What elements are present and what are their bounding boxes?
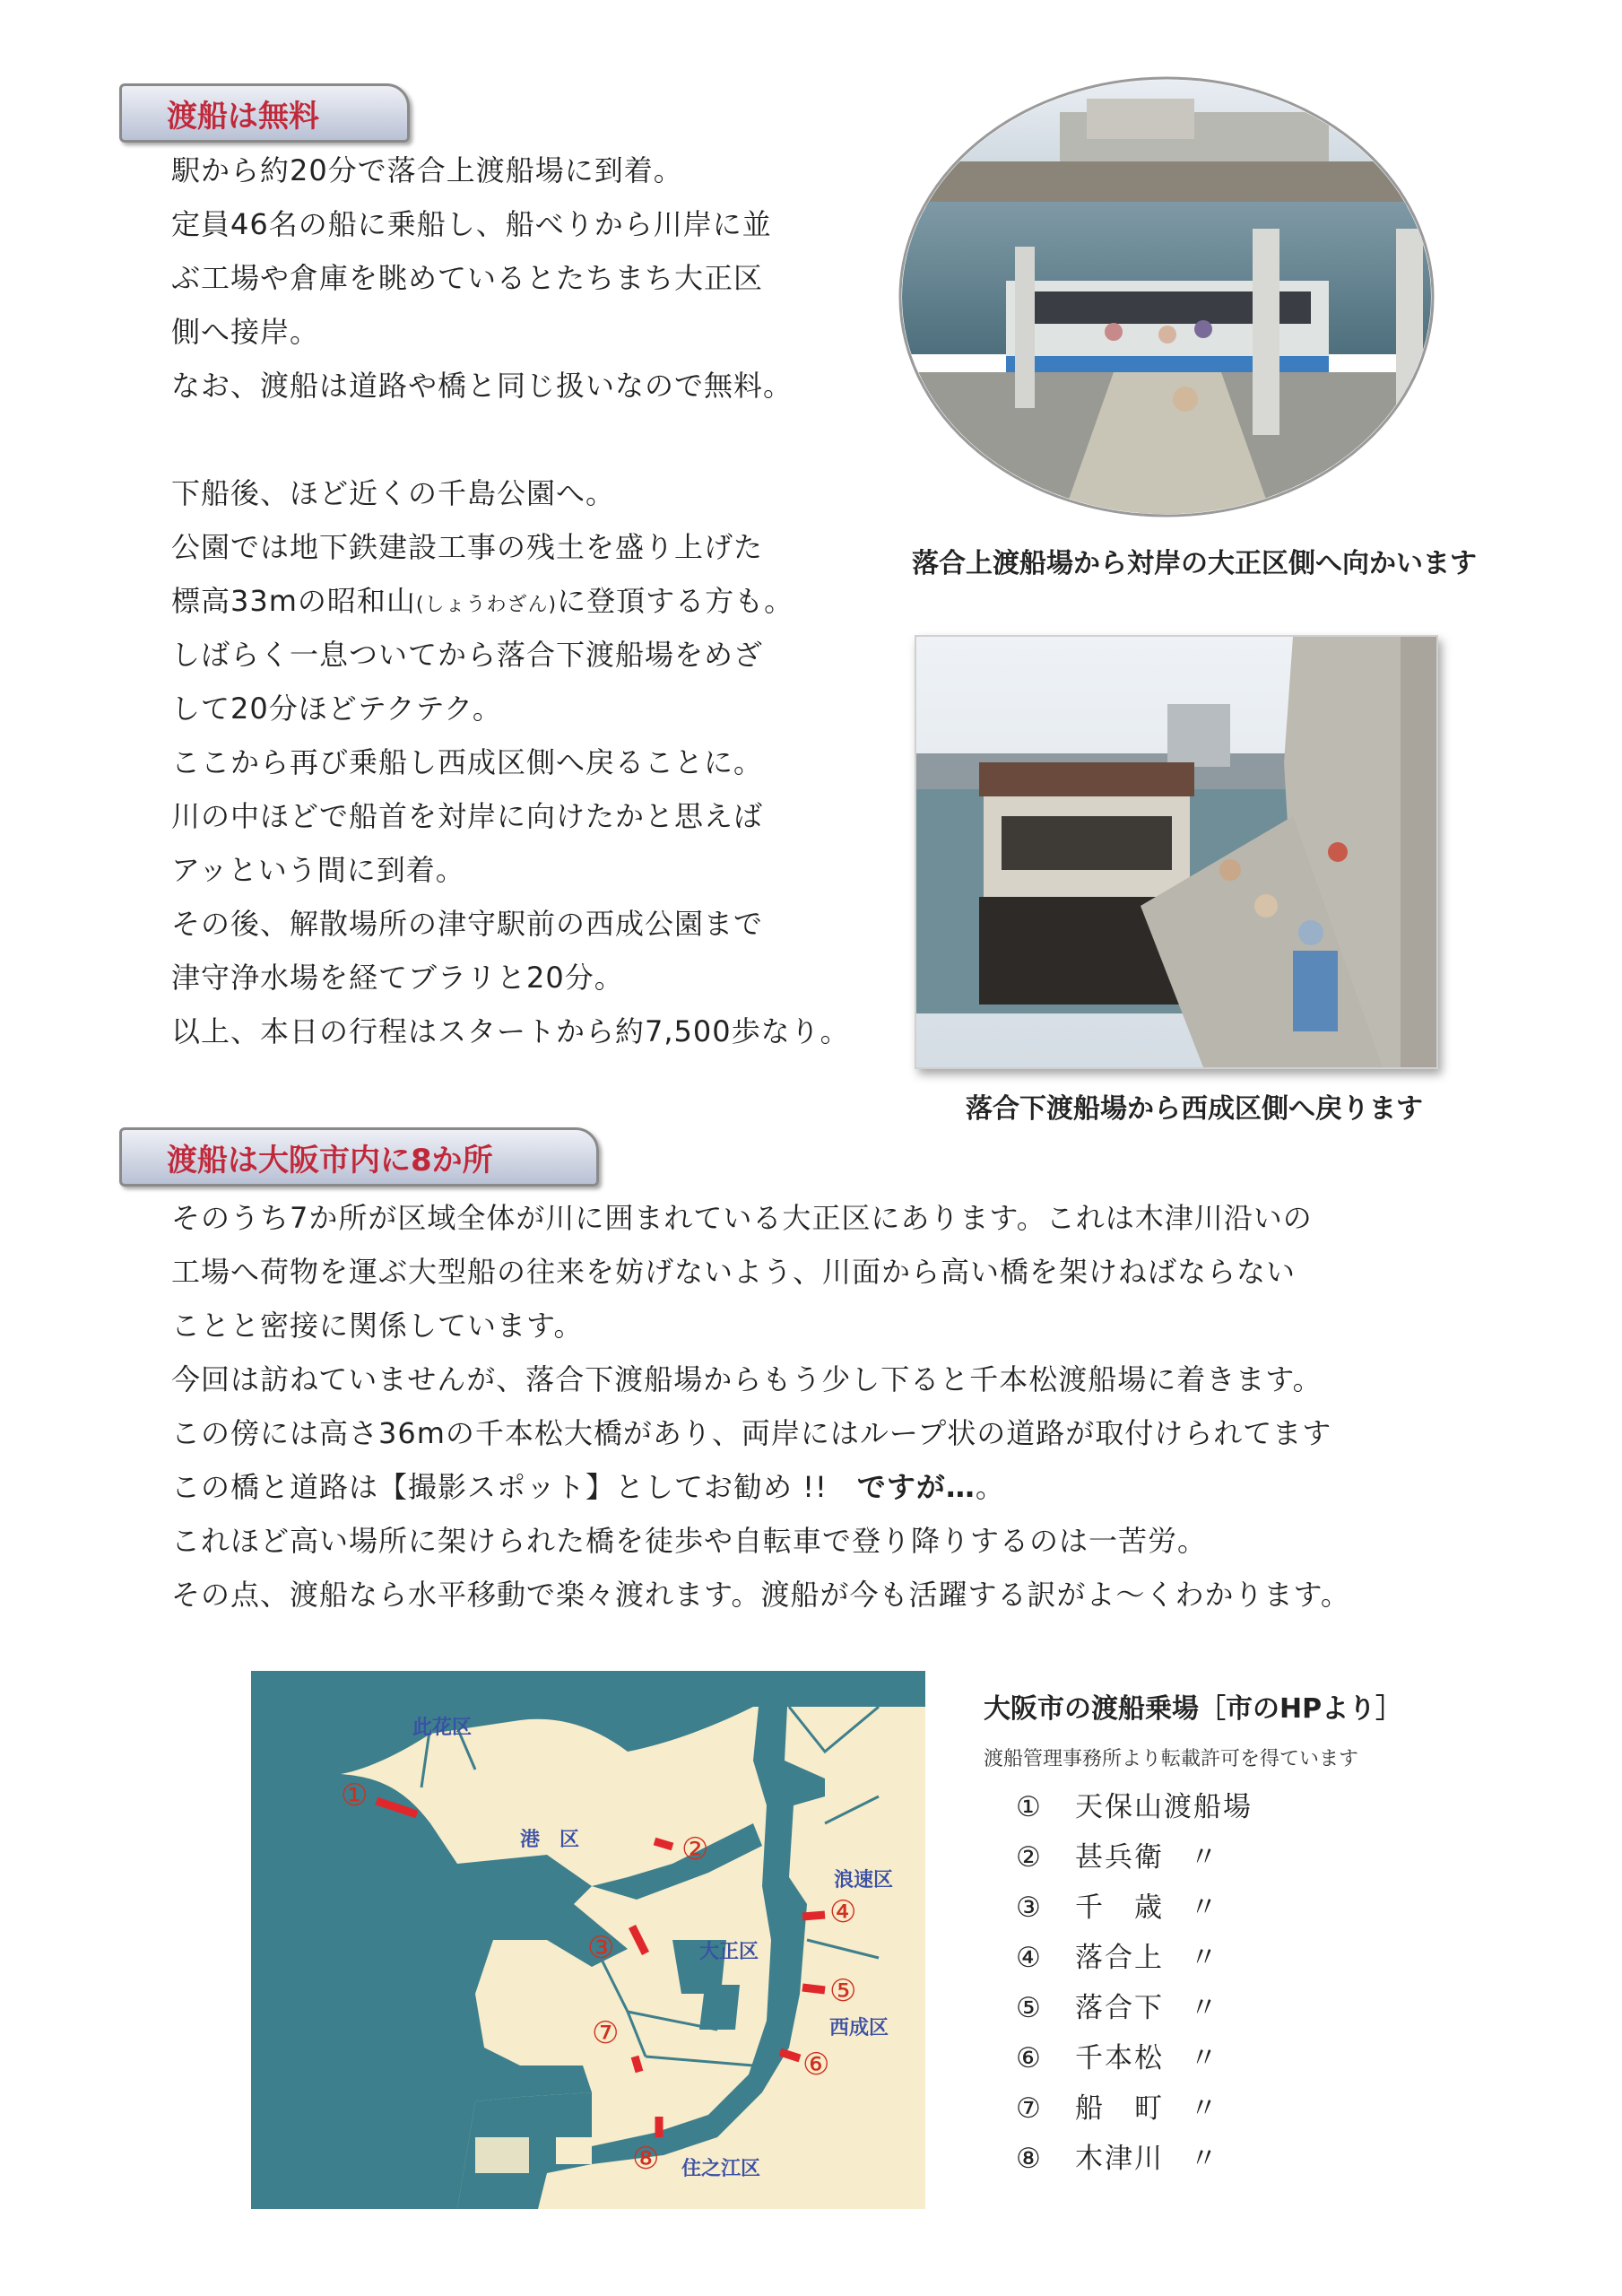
text-line: 公園では地下鉄建設工事の残土を盛り上げた [171, 530, 764, 564]
text-line: 定員46名の船に乗船し、船べりから川岸に並 [171, 207, 772, 241]
ward-taisho: 大正区 [699, 1941, 759, 1963]
ditto-mark: 〃 [1190, 1992, 1218, 2024]
item-name: 天保山渡船場 [1075, 1791, 1253, 1823]
photo-ochiai-kami-ferry [898, 76, 1435, 517]
spot-pre: この橋と道路は【撮影スポット】としてお勧め !! [171, 1470, 857, 1504]
text-line: 下船後、ほど近くの千島公園へ。 [171, 476, 616, 510]
item-number: ④ [1016, 1942, 1041, 1974]
item-name: 千本松 [1075, 2042, 1164, 2074]
item-number: ⑦ [1016, 2092, 1041, 2125]
item-number: ⑥ [1016, 2042, 1041, 2074]
item-name: 落合下 [1075, 1992, 1164, 2024]
text-line: そのうち7か所が区域全体が川に囲まれている大正区にあります。これは木津川沿いの [171, 1201, 1313, 1235]
section1-paragraph [171, 144, 850, 1058]
ferry-photo-oval [898, 76, 1435, 517]
map-marker: ⑥ [802, 2047, 830, 2083]
list-item [1016, 2083, 1253, 2134]
item-name: 千 歳 [1075, 1892, 1164, 1924]
section-title-free-ferry [119, 83, 410, 143]
item-name: 甚兵衛 [1075, 1841, 1164, 1874]
text-line: アッという間に到着。 [171, 853, 465, 887]
text-line: その後、解散場所の津守駅前の西成公園まで [171, 907, 764, 941]
photo2-caption: 落合下渡船場から西成区側へ戻ります [966, 1093, 1423, 1125]
ditto-mark: 〃 [1190, 2092, 1218, 2125]
list-item [1016, 1782, 1253, 1832]
ward-naniwa: 浪速区 [834, 1869, 894, 1892]
map-marker: ② [681, 1831, 709, 1867]
spot-post: 。 [975, 1470, 1005, 1504]
text-line: ぶ工場や倉庫を眺めているとたちまち大正区 [171, 261, 764, 295]
photo1-caption: 落合上渡船場から対岸の大正区側へ向かいます [912, 548, 1477, 579]
item-number: ⑤ [1016, 1992, 1041, 2024]
section-title-text: 渡船は無料 [167, 98, 319, 135]
ditto-mark: 〃 [1190, 1942, 1218, 1974]
pier-photo [916, 637, 1436, 1067]
section2-paragraph [171, 1191, 1350, 1622]
ditto-mark: 〃 [1190, 2143, 1218, 2175]
text-line [171, 413, 850, 466]
map-marker: ⑧ [632, 2141, 660, 2177]
list-item [1016, 1883, 1253, 1933]
ward-suminoe: 住之江区 [681, 2158, 761, 2180]
text-line: 以上、本日の行程はスタートから約7,500歩なり。 [171, 1014, 850, 1048]
list-item [1016, 2033, 1253, 2083]
text-line: これほど高い場所に架けられた橋を徒歩や自転車で登り降りするのは一苦労。 [171, 1524, 1208, 1558]
map-marker: ⑤ [829, 1973, 857, 2009]
text-line: 工場へ荷物を運ぶ大型船の往来を妨げないよう、川面から高い橋を架けねばならない [171, 1255, 1297, 1289]
text-line: 側へ接岸。 [171, 315, 320, 349]
text-line: ここから再び乗船し西成区側へ戻ることに。 [171, 745, 764, 779]
item-number: ⑧ [1016, 2143, 1041, 2175]
text-line-showa [171, 574, 850, 628]
text-line: して20分ほどテクテク。 [171, 691, 502, 726]
map-marker: ③ [587, 1930, 615, 1966]
showa-reading: (しょうわざん) [415, 594, 558, 616]
text-line: 駅から約20分で落合上渡船場に到着。 [171, 153, 683, 187]
ditto-mark: 〃 [1190, 2042, 1218, 2074]
text-line-spot [171, 1460, 1350, 1514]
list-item [1016, 1933, 1253, 1983]
section-title-text: 渡船は大阪市内に8か所 [167, 1142, 493, 1178]
ward-nishinari: 西成区 [829, 2017, 889, 2039]
item-number: ① [1016, 1791, 1041, 1823]
item-number: ② [1016, 1841, 1041, 1874]
text-line: 今回は訪ねていませんが、落合下渡船場からもう少し下ると千本松渡船場に着きます。 [171, 1362, 1323, 1396]
osaka-ferry-map [251, 1671, 925, 2209]
list-item [1016, 1832, 1253, 1883]
item-name: 落合上 [1075, 1942, 1164, 1974]
ditto-mark: 〃 [1190, 1841, 1218, 1874]
list-item [1016, 1983, 1253, 2033]
text-line: 川の中ほどで船首を対岸に向けたかと思えば [171, 799, 764, 833]
map-marker: ⑦ [592, 2015, 620, 2051]
section-title-eight-ferries [119, 1127, 599, 1187]
ward-minato: 港 区 [520, 1829, 580, 1851]
text-line: その点、渡船なら水平移動で楽々渡れます。渡船が今も活躍する訳がよ～くわかります。 [171, 1578, 1350, 1612]
ditto-mark: 〃 [1190, 1892, 1218, 1924]
ferry-list [1016, 1782, 1253, 2184]
text-line: しばらく一息ついてから落合下渡船場をめざ [171, 638, 764, 672]
text-line: なお、渡船は道路や橋と同じ扱いなので無料。 [171, 369, 794, 403]
list-item [1016, 2134, 1253, 2184]
item-number: ③ [1016, 1892, 1041, 1924]
showa-pre: 標高33mの昭和山 [171, 584, 416, 618]
text-line: この傍には高さ36mの千本松大橋があり、両岸にはループ状の道路が取付けられてます [171, 1416, 1332, 1450]
showa-post: に登頂する方も。 [557, 584, 794, 618]
map-svg [251, 1671, 925, 2209]
item-name: 木津川 [1075, 2143, 1164, 2175]
item-name: 船 町 [1075, 2092, 1164, 2125]
ferry-list-note: 渡船管理事務所より転載許可を得ています [984, 1748, 1359, 1770]
spot-bold: ですが… [856, 1470, 976, 1504]
text-line: ことと密接に関係しています。 [171, 1309, 584, 1343]
map-marker: ④ [829, 1894, 857, 1930]
ferry-list-title: 大阪市の渡船乗場［市のHPより］ [984, 1693, 1403, 1725]
map-marker: ① [341, 1778, 369, 1813]
text-line: 津守浄水場を経てブラリと20分。 [171, 961, 624, 995]
photo-ochiai-shimo-ferry [915, 635, 1438, 1069]
ward-konohana: 此花区 [412, 1717, 473, 1739]
